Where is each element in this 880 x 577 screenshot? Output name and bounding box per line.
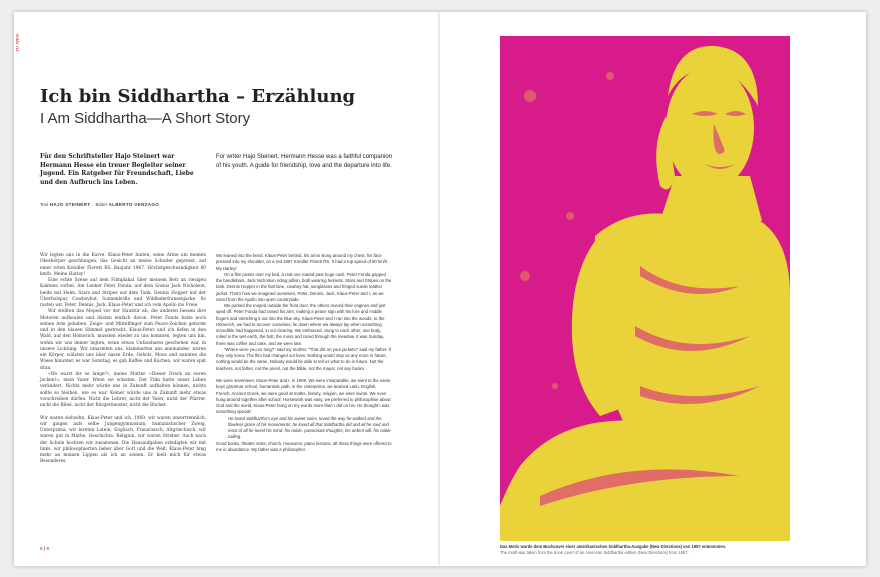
- paragraph: We leaned into the bend. Klaus-Peter behind, his arms slung around my chest, his face pressed into my shoulder, on a red 1967 Kreidler Florett RS. It had a top speed of 80 km/h. My Harley!: [216, 253, 389, 271]
- paragraph: Wir waren siebzehn, Klaus-Peter und ich, 1969, wir waren unzertrennlich, wir gingen aufs selbe Jungengymnasium, humanistischer Zweig, Unterprima, wir lernten Latein, Englisch, Französisch, Altgriechisch, wir waren gut in Mathe, Geschichte, Religion, wir waren Streber. Auch nach der Schule hockten wir zusammen. Die Hausaufgaben erledigten wir mit links, wir philosophierten lieber über Gott und die Welt, Klaus-Peter hing mehr an meinen Lippen als ich an seinen. Er hielt mich für etwas Besonderes.: [40, 415, 206, 465]
- caption-en: The motif was taken from the book cover of an American Siddhartha edition (New Directions) from 1957.: [500, 550, 689, 555]
- paragraph: Wir stellten das Moped vor der Haustür ab, die anderen liessen ihre Motoren aufheulen und düsten einfach davon. Peter Fonda hatte noch seinen Arm gehoben, Zeige- und Mittelfinger zum Peace-Zeichen geformt und in den blauen Himmel gestreckt. Klaus-Peter und ich liefen in den Wald, auf den Hömerich, mussten wieder zu uns kommen, legten uns hin, wohin wir uns immer legten, wenn etwas Unfassbares geschehen war, in unsere Lichtung. Wir umarmten uns, klammerten uns aneinander, waren ein Körper, wälzten uns über nasse Erde, Geholz, Moos und nannten die Wiese hinunter, es war Sonntag, es gab Kaffee und Kuchen, wir waren spät dran.: [40, 309, 206, 371]
- caption-de: Das Motiv wurde dem Buchcover einer amerikanischen Siddhartha-Ausgabe (New Directions) von 1957 entnommen.: [500, 544, 727, 549]
- buddha-statue-image: [500, 36, 790, 541]
- body-column-en: [216, 253, 392, 459]
- article-title-de: Ich bin Siddhartha – Erzählung: [40, 86, 356, 107]
- paragraph: Good books, theatre visits, church, museums, piano lessons, all these things were offered to me in abundance. My father was a philosopher.: [216, 440, 392, 452]
- byline-photographer: ALBERTO VENZAGO: [108, 202, 160, 207]
- byline-images-label: Bilder: [95, 202, 108, 207]
- intro-de: Für den Schriftsteller Hajo Steinert war Hermann Hesse ein treuer Begleiter seiner Jugend. Ein Ratgeber für Freundschaft, Liebe und den Aufbruch ins Leben.: [40, 153, 194, 186]
- right-page: [440, 12, 866, 566]
- paragraph: Eine echte Szene auf dem Filmplakat über meinem Bett an riesigen Kakteen vorbei. Am Lenker Peter Fonda, auf dem Sozius Jack Nicholson, beide mit Helm. Stars and Stripes auf dem Tank. Dennis Hopper auf der Überholspur, Cowboyhut, Sonnenbrille und Wildlederfransenjacke. So rasten wir, Peter, Dennis, Jack, Klaus-Peter und ich vom Apollo ins Freie.: [40, 278, 206, 308]
- buddha-photo: [500, 36, 790, 541]
- paragraph: «Wo warst ihr so lange?», meine Mutter. «Dieser Dreck an euren Jacken!», mein Vater. Wenn sie wüssten. Der Film hatte unser Leben verändert. Nichts mehr würde uns in Zukunft aufhalten können, nichts sollte so bleiben, wie es war. Keiner würde uns in Zukunft mehr etwas vorschreiben dürfen. Nicht die Lehrer, nicht der Vater, nicht der Pfarrer, nicht die Bibel, nicht der Bürgermeister, nicht die Bücher.: [40, 371, 206, 408]
- paragraph: “Where were you so long?” said my mother. “That dirt on your jackets!” said my father. If they only knew. The film had changed our lives. Nothing would stop us any more in future, nothing would be the same. Nobody would be able to tell us what to do in future. Not the teachers, not father, not the priest, not the Bible, not the mayor, not any books.: [216, 346, 391, 371]
- left-page: [14, 12, 440, 566]
- section-kicker: ZU WEG: [14, 33, 20, 52]
- article-title-en: I Am Siddhartha—A Short Story: [40, 110, 251, 127]
- paragraph: We parked the moped outside the front door, the others revved their engines and just sped off. Peter Fonda had raised his arm, making a peace sign with his fore and middle fingers and stretching it out into the blue sky. Klaus-Peter and I ran into the woods, to the Hömerich, we had to recover ourselves, lie down where we always lay when something incredible had happened, in our clearing. We embraced, clung to each other, one body, rolled in the wet earth, the bolt, the moss and raced through the meadow. It was Sunday, there was coffee and cake, and we were late.: [216, 303, 386, 346]
- body-column-de: [40, 253, 206, 472]
- page-number-left: 8: [40, 546, 43, 551]
- folio: 8 | 9: [40, 546, 49, 551]
- paragraph: Wir legten uns in die Kurve. Klaus-Peter hinten, seine Arme um meinen Oberkörper geschlungen, das Gesicht an meine Schulter gepresst, auf einer roten Kreidler Florett RS, Baujahr 1967. Höchstgeschwindigkeit 80 km/h. Meine Harley!: [40, 253, 206, 277]
- page-number-right: 9: [46, 546, 49, 551]
- photo-caption: [500, 544, 800, 556]
- byline-author: HAJO STEINERT: [49, 202, 91, 207]
- quote: He loved Siddhartha's eye and his sweet voice, loved the way he walked and the flawless grace of his movements; he loved all that Siddhartha did and all he said and most of all he loved his mind, his noble, passionate thoughts, his ardent will, his noble calling.: [228, 415, 391, 440]
- byline-text-label: Text: [40, 202, 49, 207]
- intro-en: For writer Hajo Steinert, Hermann Hesse was a faithful companion of his youth. A guide for friendship, love and the departure into life.: [216, 154, 393, 169]
- paragraph: On a film poster over my bed, a real one roared past huge cacti. Peter Fonda gripped the handlebars, Jack Nicholson riding pillion, both wearing helmets. Stars and Stripes on the tank. Dennis Hopper in the fast lane, cowboy hat, sunglasses and fringed suede leather jacket. That's how we imagined ourselves, Peter, Dennis, Jack, Klaus-Peter and I, as we raced from the Apollo into open countryside.: [216, 271, 392, 302]
- paragraph: We were seventeen, Klaus-Peter and I, in 1969. We were inseparable, we went to the same boys grammar school, humanistic path, in the Unterprima, we learned Latin, English, French, Ancient Greek, we were good at maths, history, religion, we were swots. We even hung around together after school. Homework was easy, we preferred to philosophise about God and the world, Klaus-Peter hung on my words more than I did on his. He thought I was something special:: [216, 378, 391, 415]
- byline: [40, 202, 159, 207]
